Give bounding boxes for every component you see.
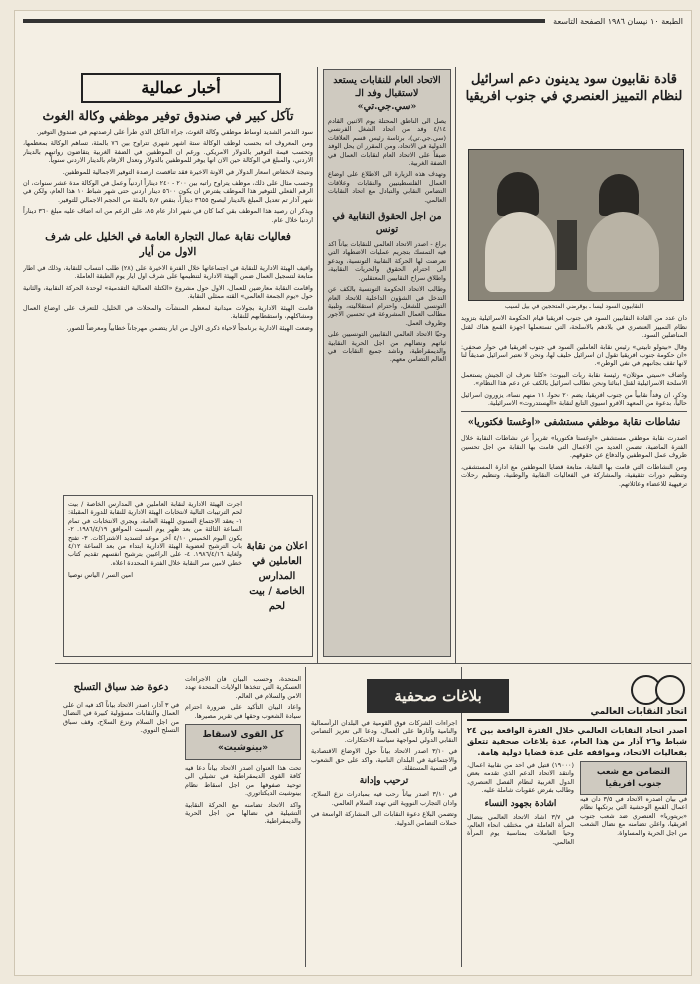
article-paragraph: تحت هذا العنوان اصدر الاتحاد بياناً دعا فيه كافة القوى الديمقراطية في تشيلي الى توحيد صفوفها من اجل اسقاط نظام بينوشيت الديكتاتوري.	[185, 764, 301, 798]
welcome-title: ترحيب وإدانة	[359, 776, 409, 787]
article-paragraph: في بيان اصدره الاتحاد في ٣/٥ دان فيه اعمال القمع الوحشية التي يرتكبها نظام «بريتوريا» العنصري ضد شعب جنوب افريقيا، واعلن تضامنه مع نضال الشعب من اجل الحرية والمساواة.	[580, 795, 687, 837]
announcement-title: اعلان من نقابة العاملين في المدارس الخاصة / بيت لحم	[246, 540, 308, 612]
article-paragraph: ومن المعروف انه بحسب لوظف الوكالة ستة اشهر شهري تتراوح بين ٧٦ بالمئة، تساهم الوكالة بمعظمها، وتحسب قيمة التوفير بالدولار الامريكي. ورغم ان الموظفين في الضفة الغربية يتقاضون رواتبهم بالدينار الاردني، والمبلغ في الوكالة حين الان انها يوفر للموظفين بالدولار وتعدل الارقام بالدينار الاردني سنوياً.	[23, 139, 313, 165]
middle-column	[323, 69, 451, 657]
column-rule	[305, 667, 306, 967]
article-paragraph: اصدرت نقابة موظفي مستشفى «اوغستا فكتوريا» تقريراً عن نشاطات النقابة خلال الفترة الماضية، تضمن العديد من الاعمال التي قامت بها النقابة من اجل تحسين ظروف عمل الموظفين والدفاع عن حقوقهم.	[461, 434, 687, 460]
article-paragraph: (١٩٠٠٠) قتيل في احد من نقابية اعمال، وانتقد الاتحاد الدعم الذي تقدمه بعض الدول الغربية لنظام الفصل العنصري، وطالب بفرض عقوبات شاملة عليه.	[467, 761, 574, 795]
tunisia-headline: من اجل الحقوق النقابية في تونس	[332, 211, 442, 236]
article-paragraph: سود التذمر الشديد اوساط موظفي وكالة الغوث، جراء التآكل الذي طرأ على ارصدتهم في صندوق التوفير.	[36, 128, 313, 136]
announcement-body-wrap	[68, 500, 242, 652]
microphone-stand	[557, 220, 577, 270]
article-paragraph: واعاد البيان التأكيد على ضرورة احترام سيادة الشعوب وحقها في تقرير مصيرها.	[185, 703, 301, 720]
person-figure	[587, 212, 659, 292]
hebron-union-headline: فعاليات نقابة عمال التجارة العامة في الخليل على شرف الاول من أيار	[45, 231, 291, 259]
article-paragraph: واكد الاتحاد تضامنه مع الحركة النقابية التشيلية في نضالها من اجل الحرية والديمقراطية.	[185, 800, 301, 826]
pinochet-title: كل القوى لاسقاط «بينوشيت»	[185, 724, 301, 760]
arms-race-title: دعوة ضد سباق التسلح	[73, 682, 169, 693]
announcement-body: اجرت الهيئة الادارية لنقابة العاملين في المدارس الخاصة / بيت لحم الترتيبات التالية لانتخابات الهيئة الادارية للنقابة للدورة المقبلة: ١- يعقد الاجتماع السنوي للهيئة العامة، ويجري الانتخابات في تمام الساعة الثالثة من بعد ظهر يوم السبت الموافق ١٩٨٦/٤/١٩. ٢- يكون اليوم الخميس ٤/١٠ آخر موعد لتسديد الاشتراكات. ٣- تفتح باب الترشيح لعضوية الهيئة الادارية ابتداء من بعد الساعة ٤/١٢ ولغاية ١٩٨٦/٤/١٦. ٤- على الراغبين بترشيح انفسهم تقديم كتاب خطي لامين سر النقابة خلال الفترة المحددة اعلاه.	[68, 500, 242, 567]
article-paragraph: اجراءات الشركات فوق القومية في البلدان الرأسمالية والنامية وآثارها على العمال، ودعا الى تعزيز التضامن النقابي الدولي لمواجهة سياسة الاحتكارات.	[311, 719, 457, 744]
article-paragraph: وطالب الاتحاد الحكومة التونسية بالكف عن التدخل في الشؤون الداخلية للاتحاد العام التونسي للشغل، واحترام استقلاليته، وتلبية مطالب العمال المشروعة في تحسين الاجور وظروف العمل.	[328, 285, 446, 327]
bottom-left-block	[63, 675, 301, 967]
article-paragraph: في ٣ آذار، اصدر الاتحاد بياناً اكد فيه ان على العمال والنقابات مسؤولية كبيرة في النضال من اجل السلام ونزع السلاح، وقف سباق التسلح النووي.	[63, 701, 179, 735]
press-releases-banner: بلاغات صحفية	[367, 679, 509, 713]
article-paragraph: في ٣/٧ اشاد الاتحاد العالمي بنضال المرأة العاملة في مختلف انحاء العالم، وحيا العاملات بمناسبة يوم المرأة العالمي.	[467, 812, 574, 846]
union-leaders-photo	[468, 149, 684, 301]
hospital-headline: نشاطات نقابة موظفي مستشفى «اوغستا فكتوريا»	[467, 417, 681, 429]
labor-news-banner-wrap	[81, 73, 281, 103]
article-paragraph: وتهدف هذه الزيارة الى الاطلاع على اوضاع العمال الفلسطينيين والنقابات وعلاقات التضامن النقابي والتبادل مع اتحاد النقابات العالمي.	[328, 170, 446, 204]
issue-line: الطبعة ١٠ نيسان ١٩٨٦ الصفحة التاسعة	[553, 16, 683, 26]
article-paragraph: في ٣/١٠ اصدر بياناً رحب فيه بمبادرات نزع السلاح، وادان التجارب النووية التي تهدد السلام العالمي.	[311, 790, 457, 807]
article-paragraph: يصل الى الناطق المحتلة يوم الاثنين القادم ٤/١٤ وفد من اتحاد الشغل الفرنسي (سي.جي.تي)، برئاسة رئيس قسم العلاقات الدولية في الاتحاد، ومن المقرر ان يحل الوفد ضيفاً على الاتحاد العام لنقابات العمال في الضفة الغربية.	[328, 117, 446, 168]
article-paragraph: وضعت الهيئة الادارية برنامجاً لاحياء ذكرى الاول من ايار يتضمن مهرجاناً خطابياً ومعرضاً للصور.	[66, 323, 313, 332]
bottom-left-inner	[185, 675, 301, 967]
article-paragraph: وحسب مثال على ذلك، موظف يتراوح راتبه بين ٢٠٠ - ٢٤٠ ديناراً اردنياً وعمل في الوكالة مدة عشر سنوات، ان الرقم الفعلي للتوفير هذا الموظف يفترض ان يكون ٥٦٠٠ دينار اردني حتى شهر شباط ١٠ هذا العام، ولكن في شهر آذار تم تعديل المبلغ بالدينار ليصبح ٣٦٥٥ ديناراً، بنقص ٥٫٧ بالمئة من الحجم الاجمالي للتوفير.	[23, 179, 313, 204]
article-paragraph: ومن النشاطات التي قامت بها النقابة، متابعة قضايا الموظفين مع ادارة المستشفى، وتنظيم دورات تثقيفية، والمشاركة في الفعاليات النقابية والوطنية، وتنظيم رحلات ترفيهية للاعضاء وعائلاتهم.	[461, 462, 687, 488]
photo-caption: النقابيون السود ليسا ـ بوقرضي المتحجين في بيل لسيب	[504, 303, 644, 310]
newspaper-page	[14, 10, 692, 976]
article-paragraph: قامت الهيئة الادارية بجولات ميدانية لمعظم المنشآت والمحلات في الخليل، للتعرف على اوضاع العمال ومشاكلهم، واستقطابهم للنقابة.	[23, 303, 313, 321]
article-paragraph: وذكر، ان وفداً نقابياً من جنوب افريقيا، يضم ٢٠ نحوا، ١١ منهم نساء، يزورون اسرائيل حالياً، بدعوة من المعهد الافرو اسيوي التابع لنقابة «الهستدروت» الاسرائيلية.	[461, 390, 687, 408]
article-paragraph: واقامت النقابة معارضين للعمال، الاول حول مشروع «الكتلة العمالية التقدمية» لوحدة الحركة النقابية، والثانية حول «يوم الجمعة العالمي» القته ممثلي النقابة.	[23, 283, 313, 301]
article-paragraph: في ٣/١٠ اصدر الاتحاد بياناً حول الاوضاع الاقتصادية والاجتماعية في البلدان النامية، واكد على حق الشعوب في التنمية المستقلة.	[311, 747, 457, 773]
wftu-lead: اصدر اتحاد النقابات العالمي خلال الفترة الواقعة بين ٢٤ شباط و٢٦ آذار من هذا العام، عدة بلاغات صحفية تتعلق بفعاليات الاتحاد، ومواقفه على عدة قضايا دولية هامة.	[467, 726, 687, 757]
article-paragraph: المتحدة، وحسب البيان فان الاجراءات العسكرية التي تتخذها الولايات المتحدة تهدد الامن والسلام في العالم.	[185, 675, 301, 700]
labor-news-banner: أخبار عمالية	[81, 73, 281, 103]
globe-icon	[655, 675, 685, 705]
article-paragraph: دان عدد من القادة النقابيين السود في جنوب افريقيا قيام الحكومة الاسرائيلية بتزويد نظام التمييز العنصري في بلادهم بالاسلحة، التي تستعملها اجهزة القمع هناك لقتل المناضلين السود.	[461, 314, 687, 340]
horizontal-rule	[55, 663, 691, 664]
article-paragraph: واقيف الهيئة الادارية للنقابة في اجتماعاتها خلال الفترة الاخيرة على (٢٨) طلب انتساب للنقابة، وذلك في اطار متابعة لتسجيل العمال ضمن الهيئة الادارية لتنظيمها على شرف اول ايار يوم الطبقة العاملة.	[23, 264, 313, 281]
article-paragraph: واضاف «سيتي موثلان» رئيسة نقابة ربات البيوت: «كلنا نعرف ان الجيش يستعمل الاسلحة الاسرائيلية لقتل ابنائنا ونحن نطالب اسرائيل بالكف عن دعم هذا النظام».	[461, 370, 687, 388]
announcement-title-wrap	[246, 500, 308, 652]
announcement-signature: امين السر / الياس نوصيا	[68, 571, 134, 580]
article-paragraph: وتضمن البلاغ دعوة النقابات الى المشاركة الواسعة في حملات التضامن الدولية.	[311, 810, 457, 827]
south-africa-headline: قادة نقابيون سود يدينون دعم اسرائيل لنظام التمييز العنصري في جنوب افريقيا	[465, 72, 683, 104]
bottom-middle-block	[311, 719, 457, 967]
wftu-banner: اتحاد النقابات العالمي	[467, 705, 687, 721]
column-rule	[455, 67, 456, 663]
article-paragraph: وقال «بيتولو تابيتي» رئيس نقابة العاملين السود في جنوب افريقيا في حوار صحفي: «ان حكومة جنوب افريقيا تقول ان اسرائيل حليف لها، ونحن لا نعتبر اسرائيل صديقاً لنا لانها تقف بجانبهم في نفي الوطن».	[461, 342, 687, 368]
column-rule	[317, 67, 318, 663]
women-title: اشادة بجهود النساء	[484, 798, 557, 809]
unrwa-headline: تآكل كبير في صندوق توفير موظفي وكالة الغوث	[42, 108, 294, 123]
article-paragraph: ويذكر ان رصيد هذا الموظف بقي كما كان في شهر اذار عام ٨٥، على الرغم من انه اضاف عليه مبلغ ٣٦٠ ديناراً اردنيا خلال عام.	[23, 207, 313, 224]
bottom-right-columns	[467, 761, 687, 849]
person-figure	[485, 212, 555, 292]
bottom-right-block	[467, 705, 687, 967]
right-column-body	[461, 303, 687, 663]
peace-column	[63, 675, 179, 967]
header-rule	[23, 19, 545, 23]
cgt-headline: الاتحاد العام للنقابات يستعد لاستقبال وفد الـ «سي.جي.تي»	[333, 75, 441, 112]
bethlehem-announcement	[63, 495, 313, 657]
person-figure	[599, 174, 639, 216]
left-column	[23, 107, 313, 487]
women-column	[467, 761, 574, 849]
divider	[461, 411, 687, 412]
article-paragraph: ونتيجة لانخفاض اسعار الدولار في الاونة الاخيرة فقد تناقصت ارصدة التوفير الاجمالية للموظفين.	[62, 167, 313, 176]
sa-solidarity-column	[580, 761, 687, 849]
page-header	[15, 13, 691, 29]
article-paragraph: وحيّا الاتحاد العالمي النقابيين التونسيين على ثباتهم ونضالهم من اجل الحرية النقابية والديمقراطية، وناشد جميع النقابات في العالم التضامن معهم.	[328, 330, 446, 364]
person-figure	[497, 172, 539, 216]
sa-solidarity-title: التضامن مع شعب جنوب افريقيا	[580, 761, 687, 795]
article-paragraph: براغ - اصدر الاتحاد العالمي للنقابات بياناً اكد فيه التمسك بتجريم عمليات الاضطهاد التي تعرضت لها الحركة النقابية التونسية، ويدعو الى احترام الحقوق والحريات النقابية، واطلاق سراح النقابيين المعتقلين.	[328, 240, 446, 282]
